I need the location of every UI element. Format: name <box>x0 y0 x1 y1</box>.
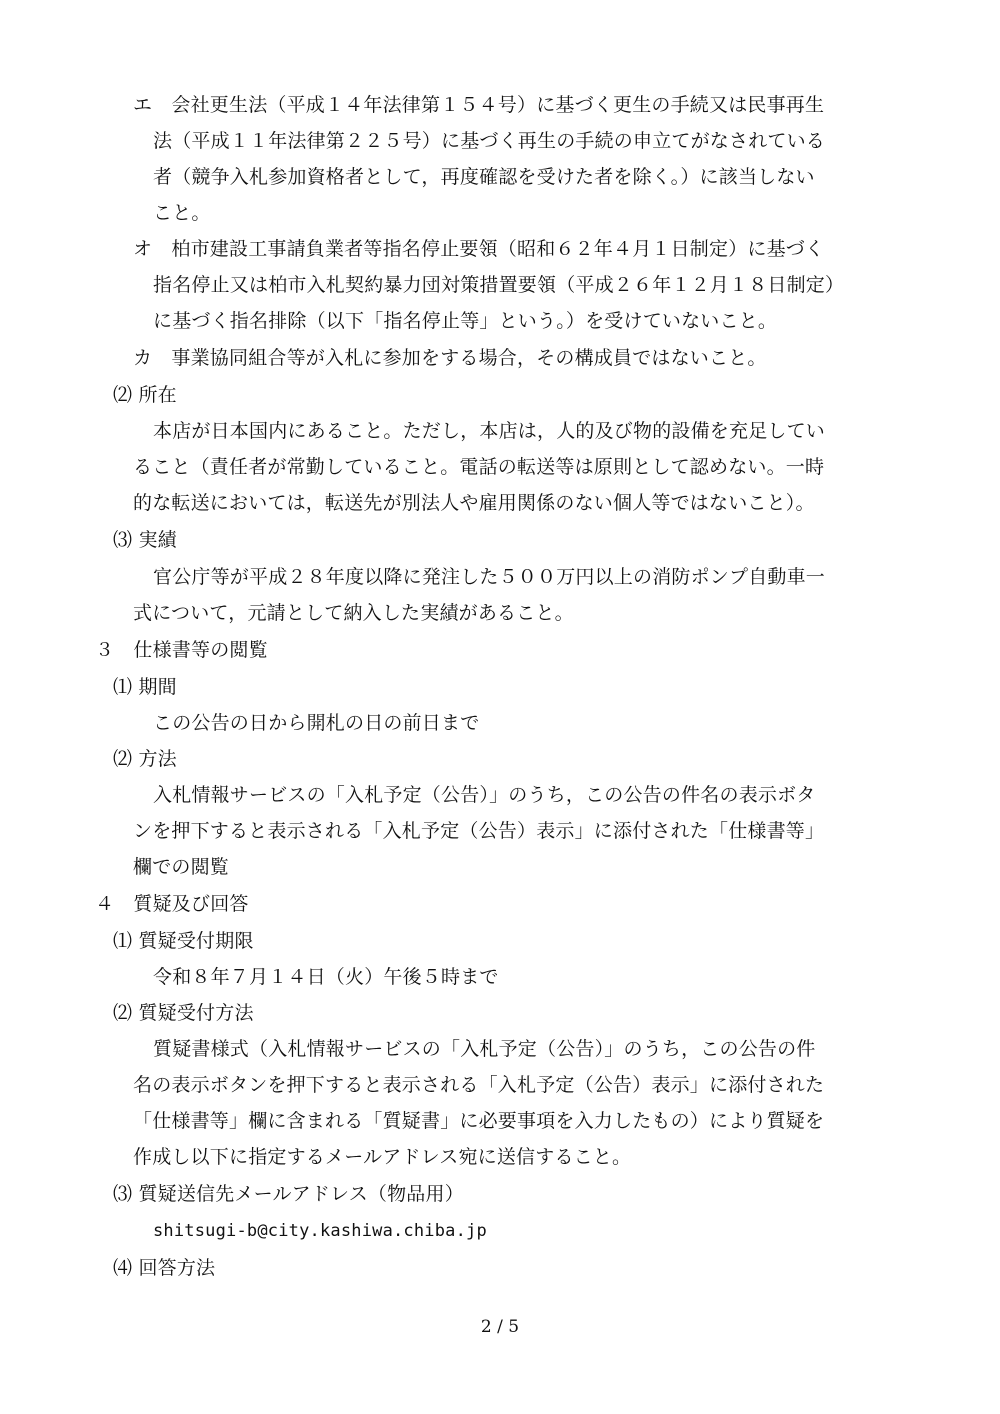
section-4-method-line-4: 作成し以下に指定するメールアドレス宛に送信すること。 <box>133 1146 632 1168</box>
location-line-3: 的な転送においては，転送先が別法人や雇用関係のない個人等ではないこと）。 <box>133 492 815 514</box>
section-4-heading: ４ 質疑及び回答 <box>95 893 249 915</box>
item-o-line-3: に基づく指名排除（以下「指名停止等」という。）を受けていないこと。 <box>153 310 778 332</box>
item-e-line-1: エ 会社更生法（平成１４年法律第１５４号）に基づく更生の手続又は民事再生 <box>133 94 825 116</box>
section-3-method-line-2: ンを押下すると表示される「入札予定（公告）表示」に添付された「仕様書等」 <box>133 820 825 842</box>
section-3-method-line-1: 入札情報サービスの「入札予定（公告）」のうち，この公告の件名の表示ボタ <box>153 784 816 806</box>
section-3-heading: ３ 仕様書等の閲覧 <box>95 639 268 661</box>
location-line-1: 本店が日本国内にあること。ただし，本店は，人的及び物的設備を充足してい <box>153 420 826 442</box>
item-e-line-4: こと。 <box>153 202 211 224</box>
section-3-period-heading: ⑴ 期間 <box>113 676 177 698</box>
location-line-2: ること（責任者が常勤していること。電話の転送等は原則として認めない。一時 <box>133 456 825 478</box>
section-4-method-heading: ⑵ 質疑受付方法 <box>113 1002 254 1024</box>
section-3-method-heading: ⑵ 方法 <box>113 748 177 770</box>
section-4-method-line-1: 質疑書様式（入札情報サービスの「入札予定（公告）」のうち，この公告の件 <box>153 1038 816 1060</box>
record-line-2: 式について，元請として納入した実績があること。 <box>133 602 574 624</box>
section-4-answer-heading: ⑷ 回答方法 <box>113 1257 216 1279</box>
record-heading: ⑶ 実績 <box>113 529 177 551</box>
record-line-1: 官公庁等が平成２８年度以降に発注した５００万円以上の消防ポンプ自動車一 <box>153 566 826 588</box>
item-o-line-1: オ 柏市建設工事請負業者等指名停止要領（昭和６２年４月１日制定）に基づく <box>133 238 825 260</box>
section-4-email-address: shitsugi-b@city.kashiwa.chiba.jp <box>153 1221 487 1241</box>
location-heading: ⑵ 所在 <box>113 384 177 406</box>
section-4-deadline-text: 令和８年７月１４日（火）午後５時まで <box>153 966 499 988</box>
section-3-method-line-3: 欄での閲覧 <box>133 856 230 878</box>
page-number: 2 / 5 <box>480 1317 520 1337</box>
item-e-line-3: 者（競争入札参加資格者として，再度確認を受けた者を除く。）に該当しない <box>153 166 815 188</box>
section-3-period-text: この公告の日から開札の日の前日まで <box>153 712 480 734</box>
item-ka-line-1: カ 事業協同組合等が入札に参加をする場合，その構成員ではないこと。 <box>133 347 767 369</box>
section-4-method-line-2: 名の表示ボタンを押下すると表示される「入札予定（公告）表示」に添付された <box>133 1074 825 1096</box>
section-4-method-line-3: 「仕様書等」欄に含まれる「質疑書」に必要事項を入力したもの）により質疑を <box>133 1110 825 1132</box>
item-e-line-2: 法（平成１１年法律第２２５号）に基づく再生の手続の申立てがなされている <box>153 130 826 152</box>
section-4-email-heading: ⑶ 質疑送信先メールアドレス（物品用） <box>113 1183 464 1205</box>
section-4-deadline-heading: ⑴ 質疑受付期限 <box>113 930 254 952</box>
item-o-line-2: 指名停止又は柏市入札契約暴力団対策措置要領（平成２６年１２月１８日制定） <box>153 274 845 296</box>
